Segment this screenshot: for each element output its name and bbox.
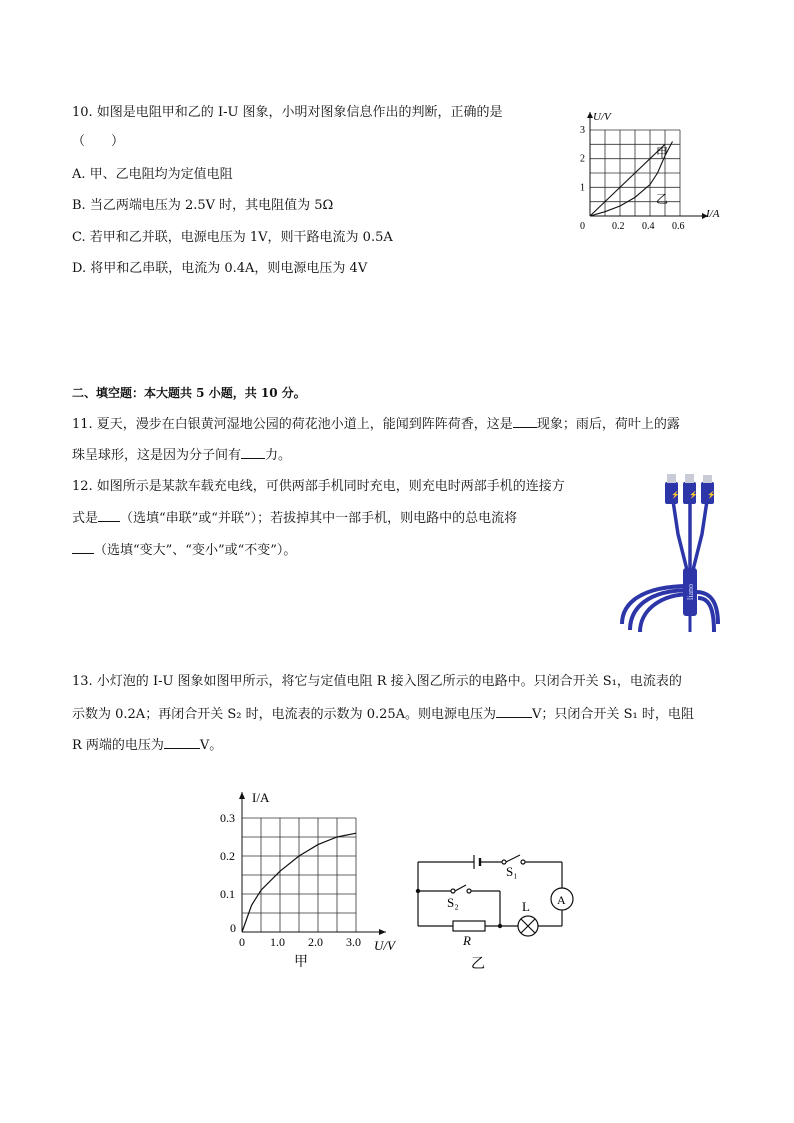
q12-blank-1[interactable]	[98, 509, 120, 522]
q11-line1	[72, 415, 680, 434]
svg-text:⚡: ⚡	[689, 491, 698, 499]
section-2-heading: 二、填空题：本大题共 5 小题，共 10 分。	[72, 386, 306, 400]
q13-blank-1[interactable]	[496, 705, 532, 718]
q10-xtick-label: 0.2	[612, 221, 625, 232]
q11-text-b: 现象；雨后，荷叶上的露	[536, 417, 680, 432]
label-s1: S₁	[506, 864, 518, 879]
q11-blank-2[interactable]	[241, 446, 265, 459]
q11-text-a: 11. 夏天，漫步在白银黄河湿地公园的荷花池小道上，能闻到阵阵荷香，这是	[72, 417, 513, 432]
q10-series-label-yi: 乙	[656, 192, 669, 207]
q13-xtick-label: 2.0	[308, 935, 323, 949]
q13-text-a: 示数为 0.2A；再闭合开关 S₂ 时，电流表的示数为 0.25A。则电源电压为	[72, 707, 497, 722]
label-s2: S₂	[447, 895, 459, 910]
q13-line3	[72, 736, 222, 755]
q10-ytick-label: 1	[580, 182, 585, 194]
resistor-r	[453, 921, 485, 931]
q13-xtick-label: 1.0	[270, 935, 285, 949]
q13-labels	[220, 790, 397, 970]
q10-series-line-1	[590, 144, 665, 216]
q10-xlabel: I/A	[706, 208, 720, 220]
cable-brand-text: liano	[686, 584, 695, 600]
q10-stem: 10. 如图是电阻甲和乙的 I-U 图象，小明对图象信息作出的判断，正确的是	[72, 105, 503, 120]
q13-ytick-label: 0.2	[220, 849, 235, 863]
q12-blank-2[interactable]	[72, 541, 94, 554]
q13-text-d: V。	[199, 738, 223, 753]
q13-lamp-iu-chart	[214, 786, 414, 976]
car-charging-cable-image	[620, 474, 720, 634]
q13-text-b: V；只闭合开关 S₁ 时，电阻	[532, 707, 694, 722]
label-ammeter: A	[557, 893, 566, 907]
q10-xtick-label: 0.4	[642, 221, 655, 232]
svg-text:⚡: ⚡	[671, 491, 680, 499]
s2-pivot	[451, 889, 455, 893]
q12-text-b: （选填“串联”或“并联”）；若拔掉其中一部手机，则电路中的总电流将	[120, 511, 518, 526]
q11-blank-1[interactable]	[513, 415, 537, 428]
svg-text:⚡: ⚡	[707, 491, 716, 499]
q13-ytick-label: 0	[230, 921, 236, 935]
q10-iu-chart	[568, 100, 728, 235]
q12-line1: 12. 如图所示是某款车载充电线，可供两部手机同时充电，则充电时两部手机的连接方	[72, 479, 565, 494]
q13-ytick-label: 0.1	[220, 887, 235, 901]
label-lamp: L	[522, 899, 530, 914]
q10-option-b: B. 当乙两端电压为 2.5V 时，其电阻值为 5Ω	[72, 198, 334, 213]
q13-line1: 13. 小灯泡的 I-U 图象如图甲所示，将它与定值电阻 R 接入图乙所示的电路中。只闭合开关 S₁，电流表的	[72, 674, 682, 689]
label-r: R	[463, 933, 471, 948]
s1-blade	[506, 855, 520, 862]
q13-xtick-label: 0	[239, 935, 245, 949]
q10-origin-label: 0	[580, 221, 585, 232]
q13-grid	[242, 818, 356, 932]
q10-series-label-jia: 甲	[656, 146, 669, 161]
q13-blank-2[interactable]	[164, 736, 200, 749]
q12-line2	[72, 509, 517, 528]
q10-ytick-label: 3	[580, 125, 585, 136]
q13-chart-caption: 甲	[294, 955, 308, 970]
q10-answer-paren: （ ）	[72, 134, 125, 149]
q10-ytick-label: 2	[580, 153, 585, 165]
q10-ylabel: U/V	[593, 111, 611, 123]
q13-xtick-label: 3.0	[346, 935, 361, 949]
q13-circuit-diagram	[408, 845, 583, 975]
q12-text-c: （选填“变大”、“变小”或“不变”）。	[94, 543, 297, 558]
q13-text-c: R 两端的电压为	[72, 738, 164, 753]
q13-xlabel: U/V	[374, 938, 395, 953]
q13-ytick-label: 0.3	[220, 811, 235, 825]
q13-line2	[72, 705, 694, 724]
q12-line3	[72, 541, 296, 560]
s2-blade	[455, 885, 466, 891]
q11-line2	[72, 446, 291, 465]
circuit-caption: 乙	[471, 957, 485, 972]
q12-text-a: 式是	[72, 511, 99, 526]
q11-text-d: 力。	[265, 448, 292, 463]
q11-text-c: 珠呈球形，这是因为分子间有	[72, 448, 242, 463]
q10-xtick-label: 0.6	[672, 221, 685, 232]
q13-ylabel: I/A	[252, 790, 270, 805]
q10-option-a: A. 甲、乙电阻均为定值电阻	[72, 167, 233, 182]
q10-option-c: C. 若甲和乙并联，电源电压为 1V，则干路电流为 0.5A	[72, 230, 393, 245]
q13-x-arrow	[379, 929, 386, 935]
q13-y-arrow	[239, 792, 245, 799]
q10-option-d: D. 将甲和乙串联，电流为 0.4A，则电源电压为 4V	[72, 261, 368, 276]
